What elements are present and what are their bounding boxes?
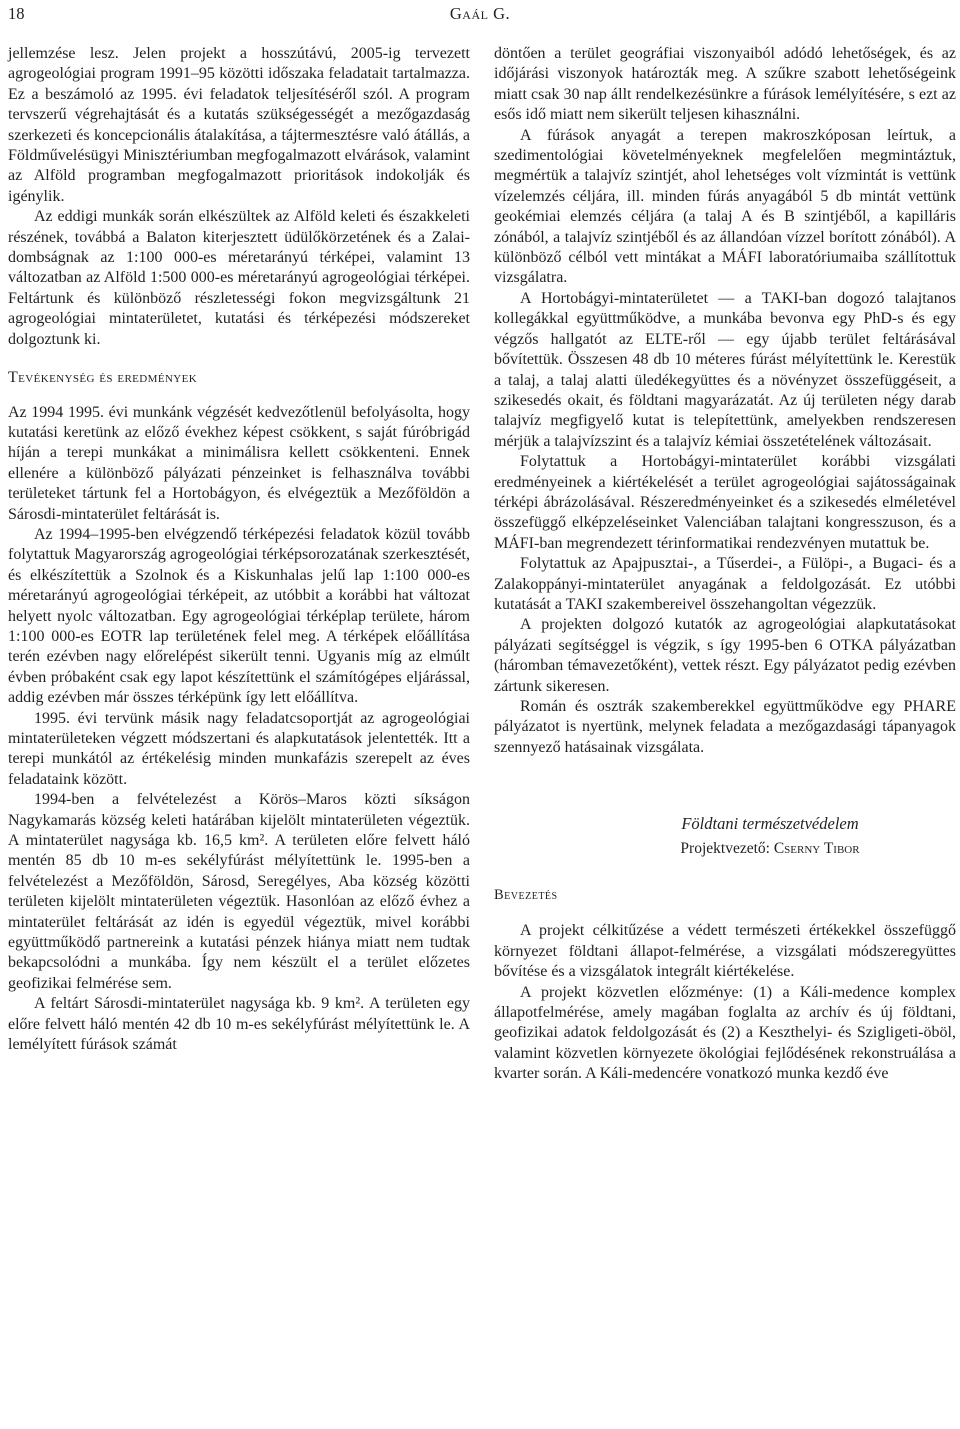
- paragraph: Az eddigi munkák során elkészültek az Alföld keleti és északkeleti részének, továbbá a Balaton kiterjesztett üdülőkörzetének és a Zalai-dombságnak az 1:100 000-es méretarányú térképei, valamint 13 változatban az Alföld 1:500 000-es méretarányú agrogeológiai térképei. Feltártunk és különböző részletességi fokon megvizsgáltunk 21 agrogeológiai mintaterületet, kutatási és térképezési módszereket dolgoztunk ki.: [8, 208, 470, 348]
- paragraph: Az 1994 1995. évi munkánk végzését kedvezőtlenül befolyásolta, hogy kutatási keretünk az előző évekhez képest csökkent, s saját fúróbrigád híján a terepi munkákat a minimálisra kellett csökkenteni. Ennek ellenére a különböző pályázati pénzeinket is felhasználva további területeket tártunk fel a Hortobágyon, és elvégeztük a Mezőföldön a Sárosdi-mintaterület feltárását is.: [8, 403, 470, 523]
- subproject-leader: [584, 839, 956, 859]
- section-heading: Tevékenység és eredmények: [8, 369, 198, 387]
- subproject-header: [494, 814, 956, 859]
- subproject-title: Földtani természetvédelem: [681, 814, 859, 834]
- paragraph: A projekten dolgozó kutatók az agrogeológiai alapkutatásokat pályázati segítséggel is végzik, s így 1995-ben 6 OTKA pályázatban (háromban témavezetőként), vettek részt. Egy pályázatot pedig ezévben zártunk sikeresen.: [494, 616, 956, 695]
- paragraph: 1995. évi tervünk másik nagy feladatcsoportját az agrogeológiai mintaterületeken végzett módszertani és alapkutatások jelentették. Itt a terepi munkától az értékelésig minden munkafázis szerepelt az éves feladataink között.: [8, 709, 470, 788]
- paragraph: 1994-ben a felvételezést a Körös–Maros közti síkságon Nagykamarás község keleti határában kijelölt mintaterületen végeztük. A mintaterület nagysága kb. 16,5 km². A területen előre felvett háló mentén 85 db 10 m-es sekélyfúrást mélyítettünk le. 1995-ben a felvételezést a Mezőföldön, Sárosd, Seregélyes, Aba község közötti területen kijelölt mintaterületen végeztük. Hasonlóan az előző évhez a mintaterület feltárását az idén is egyedül végeztük, mivel korábbi együttműködő partnereink a kutatási pénzek hiánya miatt nem tudtak bekapcsolódni a munkába. Így nem készült el a terület előzetes geofizikai felmérése sem.: [8, 791, 470, 992]
- paragraph: A feltárt Sárosdi-mintaterület nagysága kb. 9 km². A területen egy előre felvett háló mentén 42 db 10 m-es sekélyfúrást mélyítettünk le. A lemélyített fúrások számát: [8, 995, 470, 1054]
- paragraph: A Hortobágyi-mintaterületet — a TAKI-ban dogozó talajtanos kollegákkal együttműködve, a munkába bevonva egy PhD-s és egy végzős hallgatót az ELTE-ről — egy újabb terület feltárásával bővítettük. Összesen 48 db 10 méteres fúrást mélyítettünk le. Kerestük a talaj, a talaj alatti üledékegyüttes és a növényzet összefüggéseit, a szikesedés okait, és földtani magyarázatát. Az új területen négy darab talajvíz megfigyelő kutat is telepítettünk, amelyekben rendszeresen mérjük a talajvízszint és a talajvíz kémiai összetételének változásait.: [494, 289, 956, 450]
- paragraph: Folytattuk a Hortobágyi-mintaterület korábbi vizsgálati eredményeinek a kiértékelését a terület agrogeológiai sajátosságainak térképi ábrázolásával. Részeredményeinket és a szikesedés elméletével összefüggő elképzeléseinket Valenciában talajtani kongresszuson, és a MÁFI-ban megrendezett térinformatikai rendezvényen mutattuk be.: [494, 453, 956, 552]
- left-column: [8, 44, 470, 1056]
- page-number: 18: [8, 4, 25, 23]
- leader-label: Projektvezető:: [680, 839, 770, 857]
- running-head: Gaál G.: [449, 4, 511, 23]
- paragraph: A fúrások anyagát a terepen makroszkóposan leírtuk, a szedimentológiai követelményeknek megfelelően megmintáztuk, megmértük a talajvíz szintjét, ahol lehetséges volt vízmintát is vettünk vízelemzés céljára, ill. minden fúrás anyagából 5 db mintát vettünk geokémiai elemzés céljára (a talaj A és B szintjéből, a kapilláris zónából, a talajvíz szintjéből és az állandóan vízzel borított zónából). A különböző célból vett mintákat a MÁFI laboratóriumaiba szállítottuk vizsgálatra.: [494, 126, 956, 287]
- paragraph: Folytattuk az Apajpusztai-, a Tűserdei-, a Fülöpi-, a Bugaci- és a Zalakoppányi-mintaterület anyagának a feldolgozását. Ez utóbbi kutatását a TAKI szakembereivel összehangoltan végezzük.: [494, 555, 956, 613]
- paragraph: A projekt célkitűzése a védett természeti értékekkel összefüggő környezet földtani állapot-felmérése, a vizsgálati módszeregyüttes bővítése és a vizsgálatok integrált kiértékelése.: [494, 922, 956, 981]
- section-heading: Bevezetés: [494, 887, 558, 904]
- paragraph: döntően a terület geográfiai viszonyaiból adódó lehetőségek, és az időjárási viszonyok határozták meg. A szűkre szabott lehetőségeink miatt csak 30 nap állt rendelkezésünkre a fúrások lemélyítésére, s ezt az esős idő miatt nem sikerült teljesen kihasználni.: [494, 45, 956, 124]
- paragraph: jellemzése lesz. Jelen projekt a hosszútávú, 2005-ig tervezett agrogeológiai program 1991–95 közötti időszaka feladatait tartalmazza. Ez a beszámoló az 1995. évi feladatok teljesítéséről szól. A program tervszerű végrehajtását és a kutatás szükségességét a mezőgazdaság szerkezeti és koncepcionális átalakítása, a tájtermesztésre való átállás, a Földművelésügyi Minisztériumban megfogalmazott elvárások, valamint az Alföld programban megfogalmazott prioritások indokolják és igénylik.: [8, 45, 470, 205]
- paragraph: Az 1994–1995-ben elvégzendő térképezési feladatok közül tovább folytattuk Magyarország agrogeológiai térképsorozatának szerkesztését, és elkészítettük a Szolnok és a Kiskunhalas jelű lap 1:100 000-es méretarányú agrogeológiai térképeit, az utóbbit a korábbi hat változat helyett nyolc változatban. Egy agrogeológiai térképlap területe, három 1:100 000-es EOTR lap területének felel meg. A térképek előállítása terén ezévben nagy előrelépést sikerült tenni. Ugyanis míg az elmúlt évben próbaként csak egy lapot készítettünk el számítógépes eljárással, addig ezévben már összes térképünk így lett előállítva.: [8, 525, 470, 707]
- right-column: [494, 44, 956, 1085]
- leader-name: Cserny Tibor: [773, 839, 860, 857]
- paragraph: Román és osztrák szakemberekkel együttműködve egy PHARE pályázatot is nyertünk, melynek feladata a mezőgazdasági tápanyagok szennyező hatásainak vizsgálata.: [494, 698, 956, 756]
- paragraph: A projekt közvetlen előzménye: (1) a Káli-medence komplex állapotfelmérése, amely magában foglalta az archív és új földtani, geofizikai adatok feldolgozását és (2) a Keszthelyi- és Szigligeti-öböl, valamint közvetlen környezete ökológiai fejlődésének rekonstruálása a kvarter során. A Káli-medencére vonatkozó munka kezdő éve: [494, 983, 956, 1083]
